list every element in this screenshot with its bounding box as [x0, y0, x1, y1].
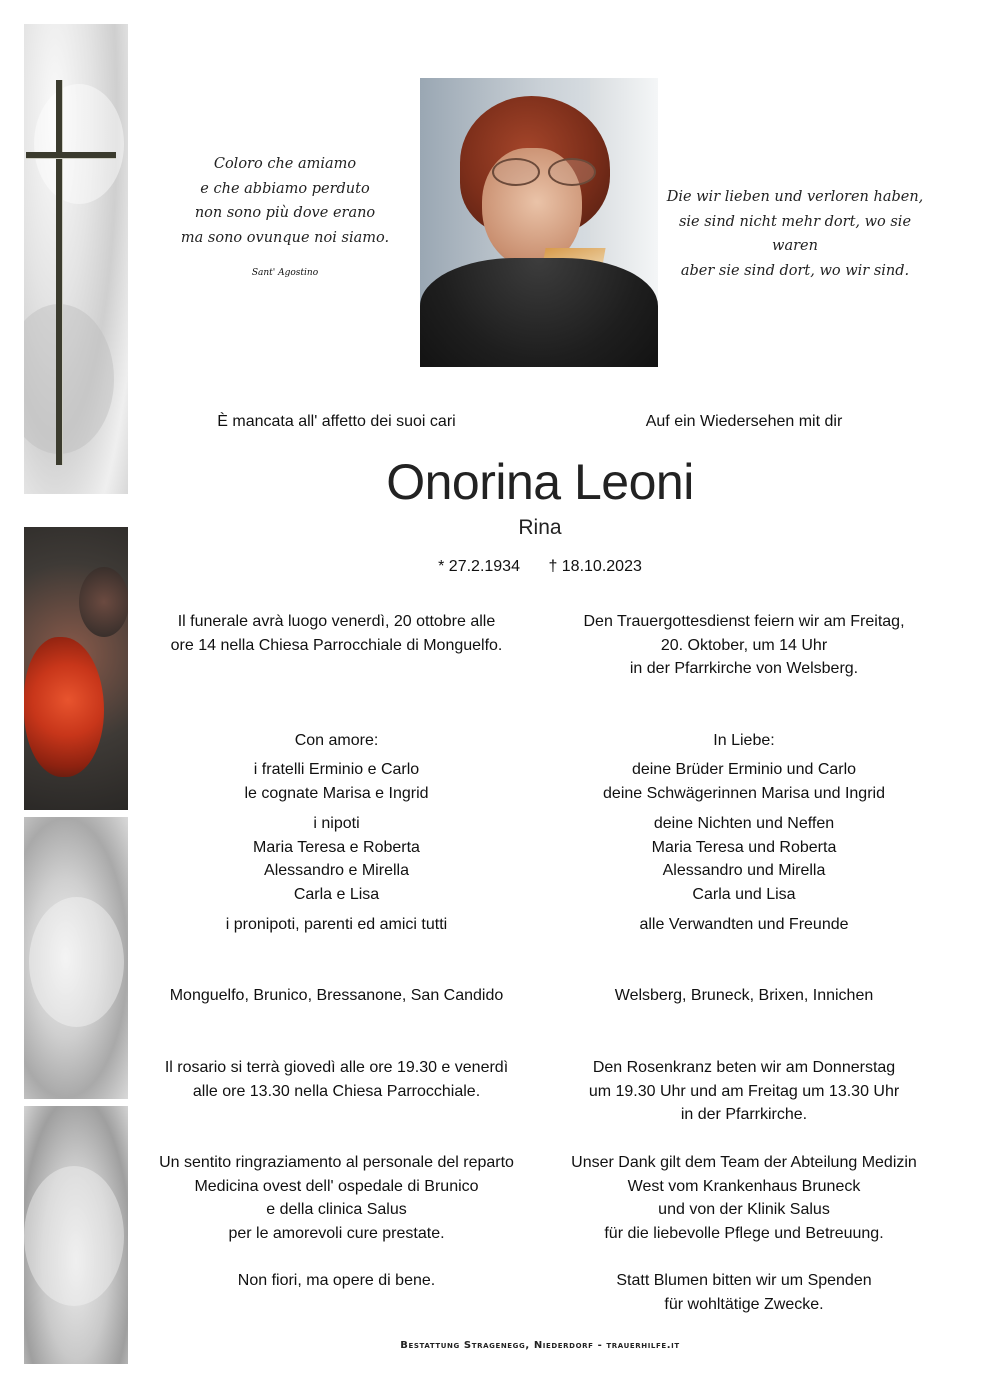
text-line: Medicina ovest dell' ospedale di Brunico [194, 1177, 479, 1195]
text-line: Carla e Lisa [293, 885, 380, 903]
text-line: deine Schwägerinnen Marisa und Ingrid [603, 784, 885, 802]
text-line: deine Brüder Erminio und Carlo [631, 761, 857, 778]
decor-strip-bottom [24, 1106, 128, 1364]
rose-bud-icon [79, 567, 128, 637]
quote-author: Sant' Agostino [251, 268, 319, 278]
mourners-siblings-german [548, 758, 940, 805]
quote-italian [170, 152, 400, 250]
red-rose-icon [24, 637, 104, 777]
petal-highlight [24, 1166, 124, 1306]
decor-strip-rose [24, 527, 128, 810]
decor-strip-gray-rose [24, 817, 128, 1099]
text-line: für wohltätige Zwecke. [664, 1295, 824, 1313]
funeral-german [548, 610, 940, 681]
quote-line: Die wir lieben und verloren haben, [666, 189, 924, 205]
text-line: e della clinica Salus [266, 1201, 407, 1218]
text-line: Il rosario si terrà giovedì alle ore 19.30 e venerdì [164, 1059, 509, 1076]
mourners-nephews-german [548, 812, 940, 906]
death-date: † 18.10.2023 [548, 558, 642, 575]
rosary-german [548, 1056, 940, 1127]
deceased-nickname: Rina [518, 516, 562, 539]
text-line: 20. Oktober, um 14 Uhr [660, 636, 828, 654]
text-line: in der Pfarrkirche. [680, 1106, 808, 1123]
quote-german [660, 185, 930, 283]
text-line: deine Nichten und Neffen [653, 815, 835, 832]
mourners-nephews-italian [140, 812, 533, 906]
text-line: um 19.30 Uhr und am Freitag um 13.30 Uhr [588, 1082, 900, 1100]
text-line: Il funerale avrà luogo venerdì, 20 ottobre alle [177, 613, 496, 630]
quote-line: Coloro che amiamo [213, 156, 357, 172]
text-line: für die liebevolle Pflege und Betreuung. [604, 1224, 884, 1242]
text-line: alle ore 13.30 nella Chiesa Parrocchiale. [192, 1082, 481, 1100]
text-line: West vom Krankenhaus Bruneck [627, 1177, 861, 1195]
text-line: per le amorevoli cure prestate. [228, 1224, 445, 1242]
cross-icon [26, 80, 116, 465]
places-german: Welsberg, Bruneck, Brixen, Innichen [614, 987, 874, 1004]
text-line: Statt Blumen bitten wir um Spenden [616, 1272, 872, 1289]
text-line: Den Rosenkranz beten wir am Donnerstag [592, 1059, 896, 1076]
deceased-name: Onorina Leoni [386, 454, 694, 510]
text-line: ore 14 nella Chiesa Parrocchiale di Monguelfo. [170, 636, 503, 654]
places-italian: Monguelfo, Brunico, Bressanone, San Candido [169, 987, 504, 1004]
text-line: Alessandro und Mirella [662, 862, 826, 879]
mourners-siblings-italian [140, 758, 533, 805]
intro-german: Auf ein Wiedersehen mit dir [645, 413, 843, 430]
text-line: Unser Dank gilt dem Team der Abteilung Medizin [571, 1154, 917, 1171]
text-line: Carla und Lisa [692, 885, 796, 903]
mourners-heading-german: In Liebe: [713, 732, 775, 749]
text-line: Maria Teresa und Roberta [651, 838, 837, 856]
text-line: Maria Teresa e Roberta [253, 838, 420, 856]
rosary-italian [140, 1056, 533, 1103]
text-line: Den Trauergottesdienst feiern wir am Freitag, [583, 613, 905, 630]
thanks-german [548, 1151, 940, 1245]
mourners-heading-italian: Con amore: [294, 732, 379, 749]
flowers-german [548, 1269, 940, 1316]
quote-line: ma sono ovunque noi siamo. [180, 229, 390, 246]
petal-highlight [29, 897, 124, 1027]
text-line: i fratelli Erminio e Carlo [253, 761, 420, 778]
funeral-home-footer: Bestattung Stragenegg, Niederdorf - trauerhilfe.it [400, 1340, 680, 1351]
quote-line: e che abbiamo perduto [200, 180, 370, 197]
quote-line: aber sie sind dort, wo wir sind. [680, 262, 910, 279]
quote-line: non sono più dove erano [194, 205, 376, 221]
text-line: i nipoti [313, 815, 360, 832]
mourners-relatives-italian: i pronipoti, parenti ed amici tutti [225, 916, 448, 933]
life-dates [340, 556, 740, 578]
birth-date: * 27.2.1934 [438, 558, 520, 575]
text-line: in der Pfarrkirche von Welsberg. [629, 660, 859, 677]
flowers-italian: Non fiori, ma opere di bene. [237, 1272, 436, 1289]
text-line: Alessandro e Mirella [264, 862, 409, 879]
text-line: le cognate Marisa e Ingrid [244, 784, 429, 802]
quote-line: sie sind nicht mehr dort, wo sie waren [678, 213, 912, 254]
mourners-relatives-german: alle Verwandten und Freunde [639, 916, 849, 933]
text-line: und von der Klinik Salus [658, 1201, 830, 1218]
thanks-italian [140, 1151, 533, 1245]
text-line: Un sentito ringraziamento al personale del reparto [159, 1154, 514, 1171]
portrait-photo [420, 78, 658, 367]
intro-italian: È mancata all' affetto dei suoi cari [217, 413, 456, 430]
funeral-italian [140, 610, 533, 657]
